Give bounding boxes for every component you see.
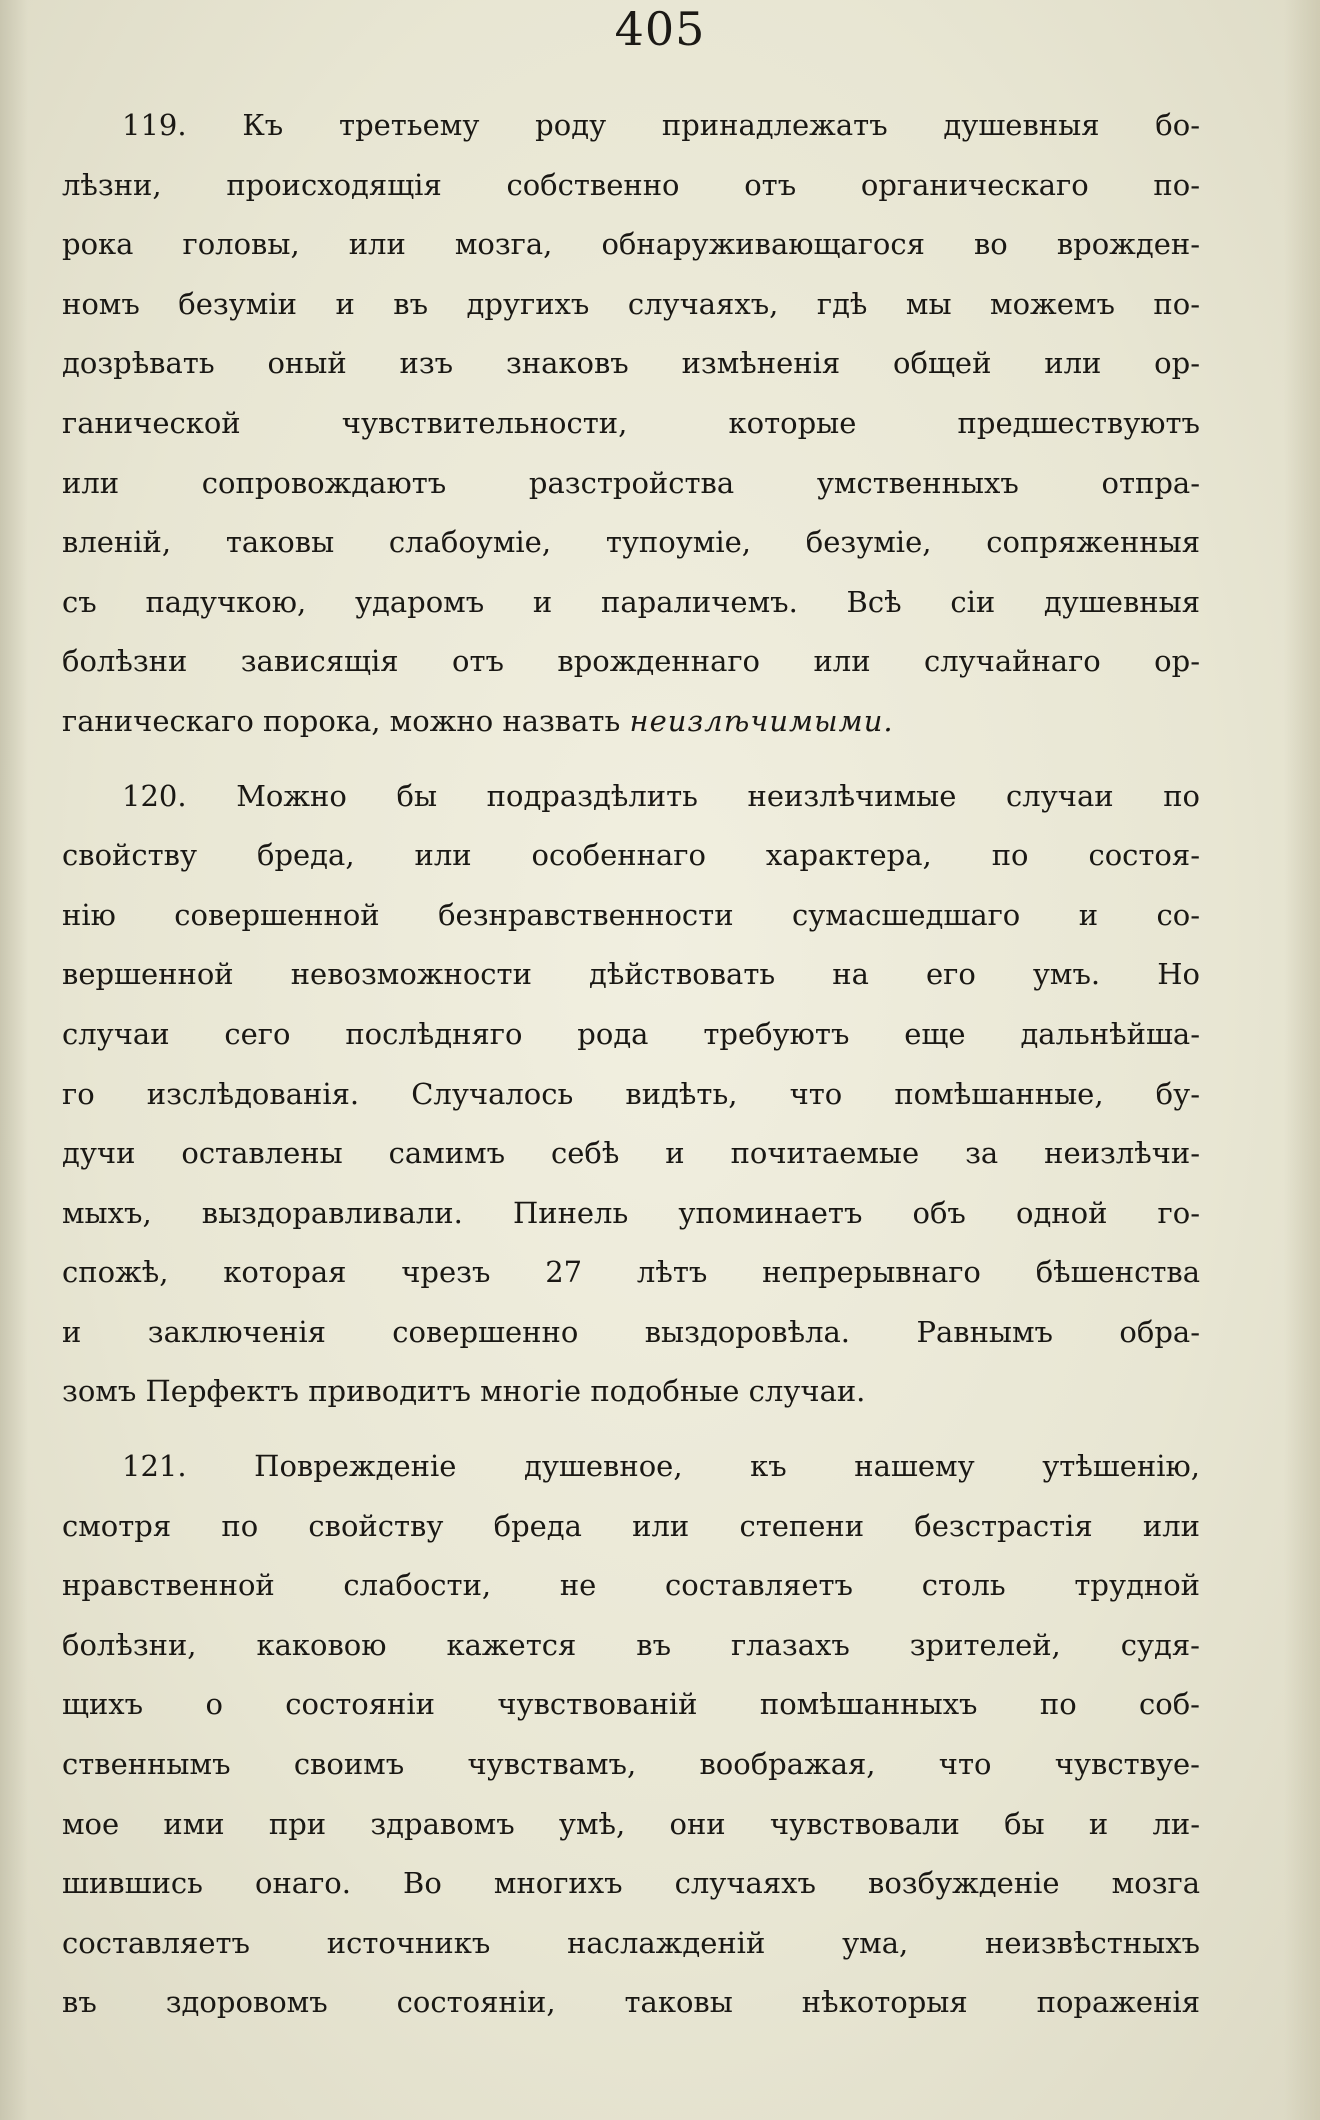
text-line: дозрѣвать оный изъ знаковъ измѣненія общей или ор- [62, 346, 1200, 381]
text-line: 120. Можно бы подраздѣлить неизлѣчимые случаи по [122, 778, 1200, 813]
text-line: ственнымъ своимъ чувствамъ, воображая, что чувствуе- [62, 1747, 1200, 1782]
text-line: въ здоровомъ состояніи, таковы нѣкоторыя пораженія [62, 1985, 1200, 2020]
page-number: 405 [614, 2, 706, 56]
text-line: нравственной слабости, не составляетъ столь трудной [62, 1568, 1200, 1603]
text-line: щихъ о состояніи чувствованій помѣшанныхъ по соб- [62, 1687, 1200, 1722]
text-line: дучи оставлены самимъ себѣ и почитаемые за неизлѣчи- [62, 1136, 1200, 1171]
text-line: мое ими при здравомъ умѣ, они чувствовали бы и ли- [62, 1806, 1200, 1841]
text-line-final [62, 692, 1200, 752]
paragraph-119 [62, 96, 1200, 752]
text-line: шившись онаго. Во многихъ случаяхъ возбужденіе мозга [62, 1866, 1200, 1901]
paragraph-120 [62, 767, 1200, 1423]
text-line: случаи сего послѣдняго рода требуютъ еще дальнѣйша- [62, 1016, 1200, 1051]
italic-term: неизлѣчимыми. [629, 703, 894, 738]
text-line: ганической чувствительности, которые предшествуютъ [62, 405, 1200, 440]
text-line: мыхъ, выздоравливали. Пинель упоминаетъ объ одной го- [62, 1195, 1200, 1230]
text-line: спожѣ, которая чрезъ 27 лѣтъ непрерывнаго бѣшенства [62, 1255, 1200, 1290]
text-line: 119. Къ третьему роду принадлежатъ душевныя бо- [122, 108, 1200, 142]
text-line: го изслѣдованія. Случалось видѣть, что помѣшанные, бу- [62, 1076, 1200, 1111]
text-line: рока головы, или мозга, обнаруживающагося во врожден- [62, 227, 1200, 262]
text-line: болѣзни, каковою кажется въ глазахъ зрителей, судя- [62, 1627, 1200, 1662]
text-line: или сопровождаютъ разстройства умственныхъ отпра- [62, 465, 1200, 500]
text-line: болѣзни зависящія отъ врожденнаго или случайнаго ор- [62, 644, 1200, 679]
text-line: съ падучкою, ударомъ и параличемъ. Всѣ сіи душевныя [62, 584, 1200, 619]
text-line: нію совершенной безнравственности сумасшедшаго и со- [62, 897, 1200, 932]
text-line: номъ безуміи и въ другихъ случаяхъ, гдѣ мы можемъ по- [62, 286, 1200, 321]
text-line: вленій, таковы слабоуміе, тупоуміе, безуміе, сопряженныя [62, 525, 1200, 560]
text-line: свойству бреда, или особеннаго характера, по состоя- [62, 838, 1200, 873]
text-line: вершенной невозможности дѣйствовать на его умъ. Но [62, 957, 1200, 992]
text-line: составляетъ источникъ наслажденій ума, неизвѣстныхъ [62, 1925, 1200, 1960]
text-line: 121. Поврежденіе душевное, къ нашему утѣшенію, [122, 1449, 1200, 1484]
text-line: лѣзни, происходящія собственно отъ органическаго по- [62, 167, 1200, 202]
text-line-roman: ганическаго порока, можно назвать [62, 703, 621, 738]
text-line: зомъ Перфектъ приводитъ многіе подобные случаи. [62, 1374, 866, 1409]
body-text [62, 96, 1200, 2033]
paragraph-121 [62, 1437, 1200, 2033]
text-line: смотря по свойству бреда или степени безстрастія или [62, 1508, 1200, 1543]
text-line: и заключенія совершенно выздоровѣла. Равнымъ обра- [62, 1314, 1200, 1349]
